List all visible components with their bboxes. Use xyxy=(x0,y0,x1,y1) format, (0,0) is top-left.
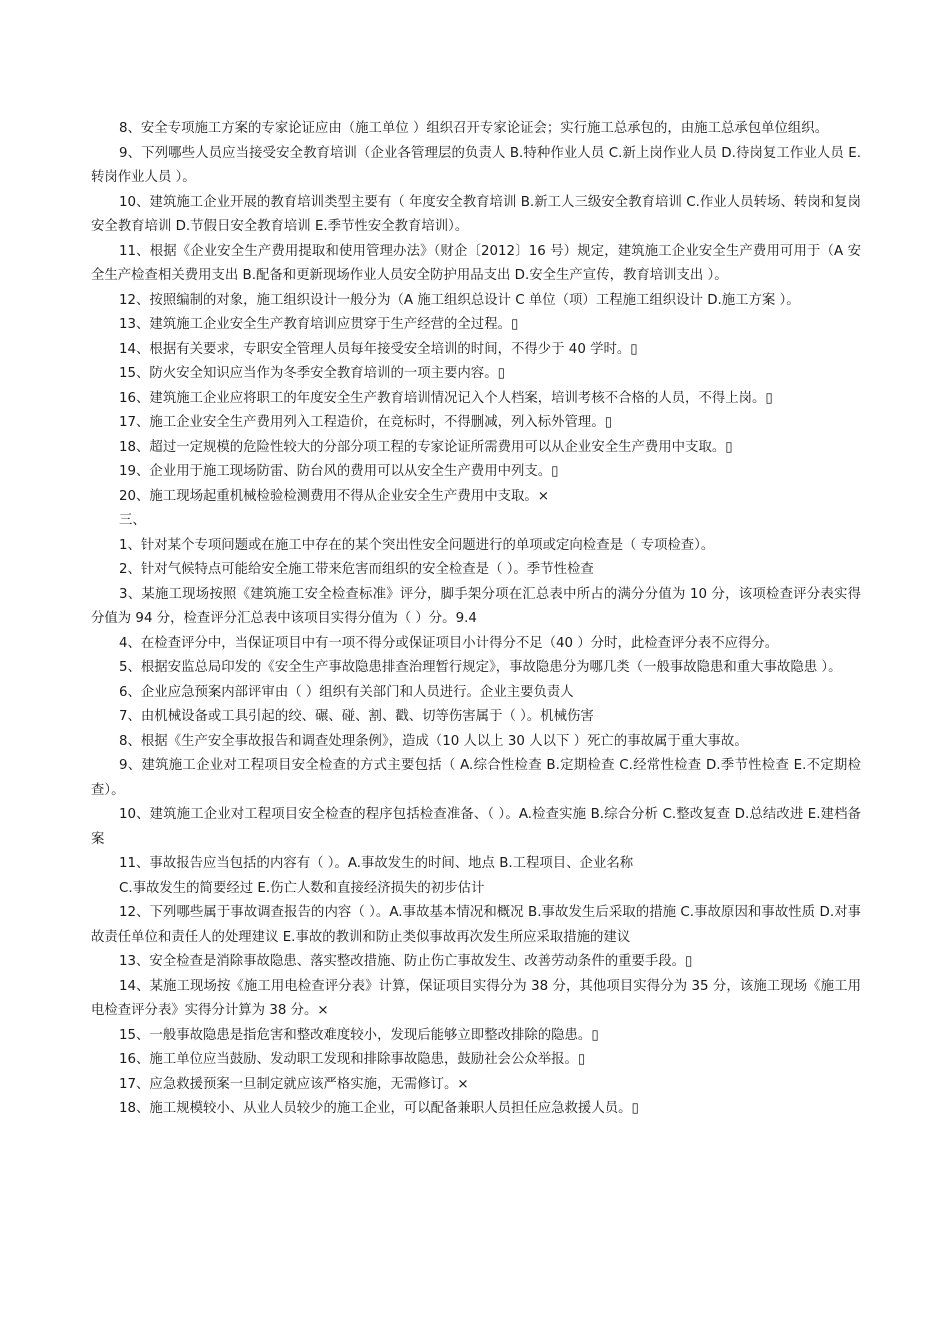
document-paragraph: 20、施工现场起重机械检验检测费用不得从企业安全生产费用中支取。× xyxy=(119,488,549,504)
document-body xyxy=(91,117,861,1122)
document-paragraph: 12、下列哪些属于事故调查报告的内容（ ）。A.事故基本情况和概况 B.事故发生后采取的措施 C.事故原因和事故性质 D.对事故责任单位和责任人的处理建议 E.事故的教训和防止类似事故再次发生所应采取措施的建议 xyxy=(91,905,861,945)
document-paragraph: 8、安全专项施工方案的专家论证应由（施工单位 ）组织召开专家论证会；实行施工总承包的，由施工总承包单位组织。 xyxy=(119,121,829,136)
document-paragraph: 10、建筑施工企业对工程项目安全检查的程序包括检查准备、（ ）。A.检查实施 B.综合分析 C.整改复查 D.总结改进 E.建档备案 xyxy=(91,807,861,847)
document-paragraph: 15、一般事故隐患是指危害和整改难度较小，发现后能够立即整改排除的隐患。▯ xyxy=(119,1027,599,1043)
document-paragraph: 12、按照编制的对象，施工组织设计一般分为（A 施工组织总设计 C 单位（项）工程施工组织设计 D.施工方案 ）。 xyxy=(119,292,800,308)
document-paragraph: C.事故发生的简要经过 E.伤亡人数和直接经济损失的初步估计 xyxy=(119,880,485,896)
document-paragraph: 18、超过一定规模的危险性较大的分部分项工程的专家论证所需费用可以从企业安全生产费用中支取。▯ xyxy=(119,439,733,455)
document-paragraph: 9、建筑施工企业对工程项目安全检查的方式主要包括（ A.综合性检查 B.定期检查 C.经常性检查 D.季节性检查 E.不定期检查）。 xyxy=(91,758,861,798)
document-paragraph: 15、防火安全知识应当作为冬季安全教育培训的一项主要内容。▯ xyxy=(119,366,505,381)
document-paragraph: 2、针对气候特点可能给安全施工带来危害而组织的安全检查是（ ）。季节性检查 xyxy=(119,562,594,577)
document-paragraph: 4、在检查评分中，当保证项目中有一项不得分或保证项目小计得分不足（40 ）分时，此检查评分表不应得分。 xyxy=(119,635,779,651)
document-paragraph: 11、根据《企业安全生产费用提取和使用管理办法》（财企〔2012〕16 号）规定，建筑施工企业安全生产费用可用于（A 安全生产检查相关费用支出 B.配备和更新现场作业人员安全防护用品支出 D.安全生产宣传，教育培训支出 ）。 xyxy=(91,243,861,283)
document-paragraph: 1、针对某个专项问题或在施工中存在的某个突出性安全问题进行的单项或定向检查是（ 专项检查）。 xyxy=(119,537,715,553)
document-paragraph: 11、事故报告应当包括的内容有（ ）。A.事故发生的时间、地点 B.工程项目、企业名称 xyxy=(119,856,634,871)
document-paragraph: 三、 xyxy=(119,513,146,528)
document-paragraph: 19、企业用于施工现场防雷、防台风的费用可以从安全生产费用中列支。▯ xyxy=(119,464,559,479)
document-paragraph: 10、建筑施工企业开展的教育培训类型主要有（ 年度安全教育培训 B.新工人三级安全教育培训 C.作业人员转场、转岗和复岗安全教育培训 D.节假日安全教育培训 E.季节性安全教育培训）。 xyxy=(91,194,861,234)
document-paragraph: 17、施工企业安全生产费用列入工程造价，在竞标时，不得删减，列入标外管理。▯ xyxy=(119,415,613,430)
document-paragraph: 17、应急救援预案一旦制定就应该严格实施，无需修订。× xyxy=(119,1076,469,1092)
document-paragraph: 7、由机械设备或工具引起的绞、碾、碰、割、戳、切等伤害属于（ ）。机械伤害 xyxy=(119,709,594,724)
document-paragraph: 6、企业应急预案内部评审由（ ）组织有关部门和人员进行。企业主要负责人 xyxy=(119,684,574,700)
document-paragraph: 14、根据有关要求，专职安全管理人员每年接受安全培训的时间，不得少于 40 学时。▯ xyxy=(119,341,638,357)
document-paragraph: 16、建筑施工企业应将职工的年度安全生产教育培训情况记入个人档案，培训考核不合格的人员，不得上岗。▯ xyxy=(119,390,773,406)
document-paragraph: 13、安全检查是消除事故隐患、落实整改措施、防止伤亡事故发生、改善劳动条件的重要手段。▯ xyxy=(119,954,693,969)
document-paragraph: 9、下列哪些人员应当接受安全教育培训（企业各管理层的负责人 B.特种作业人员 C.新上岗作业人员 D.待岗复工作业人员 E.转岗作业人员 ）。 xyxy=(91,145,861,185)
document-paragraph: 18、施工规模较小、从业人员较少的施工企业，可以配备兼职人员担任应急救援人员。▯ xyxy=(119,1101,639,1116)
document-paragraph: 5、根据安监总局印发的《安全生产事故隐患排查治理暂行规定》，事故隐患分为哪几类（一般事故隐患和重大事故隐患 ）。 xyxy=(119,660,842,675)
document-paragraph: 3、某施工现场按照《建筑施工安全检查标准》评分，脚手架分项在汇总表中所占的满分分值为 10 分，该项检查评分表实得分值为 94 分，检查评分汇总表中该项目实得分值为（ ）分。9.4 xyxy=(91,586,861,626)
document-paragraph: 16、施工单位应当鼓励、发动职工发现和排除事故隐患，鼓励社会公众举报。▯ xyxy=(119,1052,586,1067)
document-paragraph: 14、某施工现场按《施工用电检查评分表》计算，保证项目实得分为 38 分，其他项目实得分为 35 分，该施工现场《施工用电检查评分表》实得分计算为 38 分。× xyxy=(91,978,861,1018)
document-paragraph: 13、建筑施工企业安全生产教育培训应贯穿于生产经营的全过程。▯ xyxy=(119,317,519,332)
document-paragraph: 8、根据《生产安全事故报告和调查处理条例》，造成（10 人以上 30 人以下 ）死亡的事故属于重大事故。 xyxy=(119,733,748,749)
